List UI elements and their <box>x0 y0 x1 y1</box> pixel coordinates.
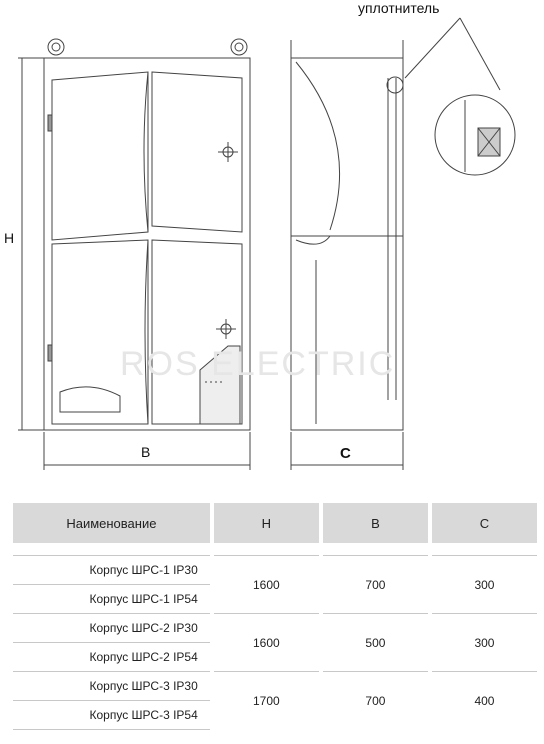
lifting-eye-right <box>231 39 247 55</box>
spec-table <box>9 503 541 730</box>
value-b: 700 <box>323 555 428 613</box>
value-c: 300 <box>432 613 537 671</box>
header-name: Наименование <box>13 503 210 543</box>
value-b: 500 <box>323 613 428 671</box>
value-h: 1700 <box>214 671 319 730</box>
table-header-row <box>13 503 537 543</box>
dim-label-h: H <box>4 230 15 246</box>
hinge-upper <box>48 115 52 131</box>
table-row <box>13 613 537 642</box>
seal-callout-circle <box>387 77 403 93</box>
product-name: Корпус ШРС-3 IP54 <box>13 700 210 730</box>
value-h: 1600 <box>214 555 319 613</box>
header-b: B <box>323 503 428 543</box>
header-h: H <box>214 503 319 543</box>
lifting-eye-left <box>48 39 64 55</box>
seal-label: уплотнитель <box>358 0 440 16</box>
value-h: 1600 <box>214 613 319 671</box>
lock-icon-lower <box>216 319 236 339</box>
dim-label-c: C <box>340 445 351 462</box>
seal-detail-circle <box>435 95 515 175</box>
table-row <box>13 555 537 584</box>
value-b: 700 <box>323 671 428 730</box>
lock-icon-upper <box>218 142 238 162</box>
product-name: Корпус ШРС-2 IP54 <box>13 642 210 671</box>
product-name: Корпус ШРС-3 IP30 <box>13 671 210 700</box>
table-row <box>13 671 537 700</box>
dim-label-b: B <box>141 444 151 460</box>
value-c: 300 <box>432 555 537 613</box>
value-c: 400 <box>432 671 537 730</box>
product-name: Корпус ШРС-2 IP30 <box>13 613 210 642</box>
door-lower-left <box>52 240 148 424</box>
product-name: Корпус ШРС-1 IP54 <box>13 584 210 613</box>
hinge-lower <box>48 345 52 361</box>
door-upper-left <box>52 72 148 240</box>
header-c: C <box>432 503 537 543</box>
watermark: ROS ELECTRIC <box>120 345 396 383</box>
product-name: Корпус ШРС-1 IP30 <box>13 555 210 584</box>
